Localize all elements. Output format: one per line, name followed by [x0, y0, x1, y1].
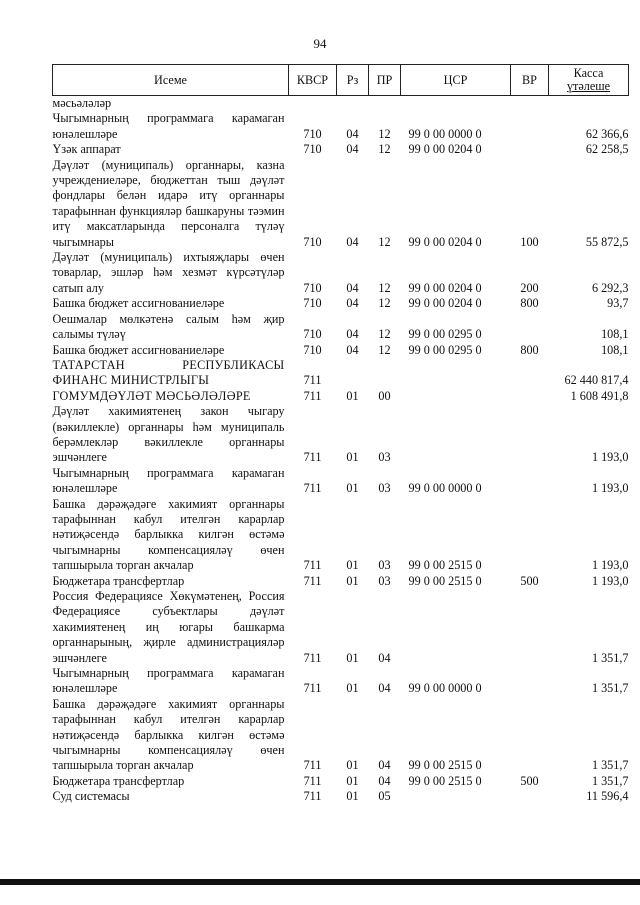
row-rz-cell: 04	[346, 126, 359, 141]
row-vr-cell	[511, 589, 549, 666]
row-csr-cell: 99 0 00 2515 0	[408, 573, 482, 588]
row-kvsr-cell: 711	[303, 650, 322, 665]
row-kvsr-cell: 711	[303, 758, 322, 773]
table-row	[53, 774, 629, 789]
row-name-cell: ГОМУМДӘҮЛӘТ МӘСЬӘЛӘЛӘРЕ	[52, 388, 251, 403]
row-rz-cell: 01	[346, 481, 359, 496]
row-name-cell: Бюджетара трансфертлар	[52, 573, 185, 588]
row-vr-cell	[511, 358, 549, 389]
row-rz-cell: 01	[346, 650, 359, 665]
row-rz-cell: 01	[346, 388, 359, 403]
row-rz-cell: 04	[346, 234, 359, 249]
table-header-row	[53, 65, 629, 96]
row-vr-cell: 500	[520, 573, 539, 588]
table-row	[53, 589, 629, 666]
row-amount-cell: 1 193,0	[591, 450, 629, 465]
row-name-cell: Башка дәрәҗәдәге хакимият органнары тарафыннан кабул ителгән карарлар нәтиҗәсендә барлыкка килгән өстәмә чыгымнарны компенсацияләү өчен тапшырыла торган акчалар	[52, 496, 285, 573]
row-rz-cell: 04	[346, 342, 359, 357]
row-name-cell: Башка бюджет ассигнованиеләре	[52, 296, 225, 311]
row-pr-cell: 12	[378, 280, 391, 295]
row-pr-cell	[369, 358, 401, 389]
row-rz-cell: 01	[346, 681, 359, 696]
table-row	[53, 296, 629, 311]
row-pr-cell: 03	[378, 573, 391, 588]
row-name-cell: Чыгымнарның программага карамаган юнәлешләре	[52, 666, 285, 696]
row-name-cell: Башка дәрәҗәдәге хакимият органнары тарафыннан кабул ителгән карарлар нәтиҗәсендә барлыкка килгән өстәмә чыгымнарны компенсацияләү өчен тапшырыла торган акчалар	[52, 696, 285, 773]
row-name-cell: Бюджетара трансфертлар	[52, 773, 185, 788]
row-pr-cell: 12	[378, 126, 391, 141]
row-vr-cell	[511, 389, 549, 404]
row-amount-cell: 6 292,3	[591, 280, 629, 295]
table-row	[53, 358, 629, 389]
table-row	[53, 466, 629, 497]
row-kvsr-cell: 711	[303, 558, 322, 573]
table-row	[53, 111, 629, 142]
row-csr-cell	[401, 589, 511, 666]
row-vr-cell: 500	[520, 773, 539, 788]
row-amount-cell: 1 351,7	[591, 681, 629, 696]
row-pr-cell: 12	[378, 234, 391, 249]
budget-table-container	[52, 64, 628, 805]
row-vr-cell: 100	[520, 234, 539, 249]
row-csr-cell: 99 0 00 0204 0	[408, 142, 482, 157]
row-pr-cell: 05	[378, 789, 391, 804]
row-kvsr-cell: 710	[303, 296, 322, 311]
row-name-cell: Үзәк аппарат	[52, 142, 121, 157]
row-kvsr-cell: 711	[303, 450, 322, 465]
row-kvsr-cell: 711	[303, 773, 322, 788]
row-pr-cell: 00	[378, 388, 391, 403]
column-header-rz: Рз	[337, 65, 369, 96]
row-amount-cell: 93,7	[607, 296, 629, 311]
row-kvsr-cell: 711	[303, 481, 322, 496]
row-name-cell: Башка бюджет ассигнованиеләре	[52, 342, 225, 357]
column-header-csr: ЦСР	[401, 65, 511, 96]
row-rz-cell: 01	[346, 573, 359, 588]
row-rz-cell	[337, 358, 369, 389]
row-pr-cell: 03	[378, 558, 391, 573]
row-name-cell: мәсьәләләр	[52, 96, 112, 110]
budget-table	[52, 64, 629, 805]
row-pr-cell	[369, 96, 401, 112]
row-kvsr-cell: 711	[303, 789, 322, 804]
row-vr-cell	[511, 142, 549, 157]
row-name-cell: Суд системасы	[52, 789, 130, 804]
row-csr-cell: 99 0 00 2515 0	[408, 558, 482, 573]
row-amount-cell	[549, 96, 629, 112]
row-vr-cell: 200	[520, 280, 539, 295]
row-pr-cell: 12	[378, 296, 391, 311]
row-csr-cell: 99 0 00 0204 0	[408, 296, 482, 311]
row-rz-cell: 04	[346, 142, 359, 157]
row-amount-cell: 55 872,5	[585, 234, 629, 249]
row-vr-cell: 800	[520, 342, 539, 357]
table-row	[53, 666, 629, 697]
row-csr-cell: 99 0 00 0295 0	[408, 327, 482, 342]
row-csr-cell: 99 0 00 0295 0	[408, 342, 482, 357]
table-row	[53, 574, 629, 589]
row-pr-cell: 03	[378, 450, 391, 465]
row-pr-cell: 12	[378, 142, 391, 157]
table-row	[53, 497, 629, 574]
row-kvsr-cell: 711	[303, 573, 322, 588]
table-row	[53, 404, 629, 466]
row-amount-cell: 62 440 817,4	[564, 373, 629, 388]
row-amount-cell: 1 351,7	[591, 773, 629, 788]
row-rz-cell: 04	[346, 296, 359, 311]
row-amount-cell: 1 351,7	[591, 758, 629, 773]
table-row	[53, 343, 629, 358]
row-pr-cell: 04	[378, 758, 391, 773]
row-rz-cell: 01	[346, 450, 359, 465]
kassa-header-line1: Касса	[573, 66, 604, 80]
row-rz-cell: 01	[346, 758, 359, 773]
column-header-kassa	[549, 65, 629, 96]
column-header-pr: ПР	[369, 65, 401, 96]
kassa-header-line2: үтәлеше	[566, 79, 611, 93]
table-row	[53, 697, 629, 774]
table-row	[53, 312, 629, 343]
row-kvsr-cell: 711	[303, 681, 322, 696]
row-name-cell: Дәүләт (муниципаль) органнары, казна учреждениеләре, бюджеттан тыш дәүләт фондлары белән идарә итү органнары тарафыннан функцияләр башкаруны тәэмин итү максатларында персоналга түләү чыгымнары	[52, 157, 285, 249]
row-amount-cell: 108,1	[601, 342, 629, 357]
row-amount-cell: 108,1	[601, 327, 629, 342]
row-amount-cell: 1 351,7	[591, 650, 629, 665]
row-kvsr-cell: 710	[303, 234, 322, 249]
row-pr-cell: 12	[378, 327, 391, 342]
row-rz-cell	[337, 96, 369, 112]
column-header-kvsr: КВСР	[289, 65, 337, 96]
row-csr-cell	[401, 404, 511, 466]
row-amount-cell: 1 193,0	[591, 573, 629, 588]
column-header-vr: ВР	[511, 65, 549, 96]
row-kvsr-cell: 710	[303, 327, 322, 342]
row-vr-cell	[511, 697, 549, 774]
row-vr-cell	[511, 789, 549, 804]
row-amount-cell: 1 608 491,8	[570, 388, 629, 403]
row-csr-cell: 99 0 00 0000 0	[408, 481, 482, 496]
row-rz-cell: 04	[346, 280, 359, 295]
row-amount-cell: 62 258,5	[585, 142, 629, 157]
row-amount-cell: 62 366,6	[585, 126, 629, 141]
row-csr-cell	[401, 789, 511, 804]
row-pr-cell: 04	[378, 773, 391, 788]
row-name-cell: Дәүләт хакимиятенең закон чыгару (вәкиллекле) органнары һәм муниципаль берәмлекләр вәкиллекле органнары эшчәнлеге	[52, 404, 285, 465]
table-row	[53, 158, 629, 250]
table-row	[53, 142, 629, 157]
row-amount-cell: 1 193,0	[591, 481, 629, 496]
row-csr-cell: 99 0 00 2515 0	[408, 773, 482, 788]
row-kvsr-cell: 710	[303, 280, 322, 295]
row-rz-cell: 01	[346, 773, 359, 788]
row-csr-cell: 99 0 00 0000 0	[408, 681, 482, 696]
table-row	[53, 389, 629, 404]
row-kvsr-cell: 710	[303, 126, 322, 141]
row-kvsr-cell: 710	[303, 342, 322, 357]
row-kvsr-cell: 711	[303, 373, 322, 388]
table-body	[53, 96, 629, 805]
row-pr-cell: 12	[378, 342, 391, 357]
row-csr-cell	[401, 358, 511, 389]
row-csr-cell	[401, 96, 511, 112]
table-row	[53, 250, 629, 296]
row-pr-cell: 04	[378, 681, 391, 696]
row-csr-cell: 99 0 00 0000 0	[408, 126, 482, 141]
row-name-cell: Чыгымнарның программага карамаган юнәлешләре	[52, 465, 285, 496]
row-vr-cell	[511, 404, 549, 466]
row-name-cell: Чыгымнарның программага карамаган юнәлешләре	[52, 111, 285, 141]
row-kvsr-cell: 711	[303, 388, 322, 403]
row-pr-cell: 04	[378, 650, 391, 665]
row-name-cell: Дәүләт (муниципаль) ихтыяҗлары өчен товарлар, эшләр һәм хезмәт күрсәтүләр сатып алу	[52, 250, 285, 295]
table-row	[53, 96, 629, 112]
row-name-cell: ТАТАРСТАН РЕСПУБЛИКАСЫ ФИНАНС МИНИСТРЛЫГЫ	[52, 357, 285, 388]
page-number: 94	[313, 36, 327, 51]
row-amount-cell: 11 596,4	[586, 789, 629, 804]
row-csr-cell: 99 0 00 2515 0	[408, 758, 482, 773]
row-amount-cell: 1 193,0	[591, 558, 629, 573]
row-vr-cell	[511, 666, 549, 697]
row-kvsr-cell	[289, 96, 337, 112]
bottom-border-bar	[0, 879, 640, 885]
row-vr-cell	[511, 111, 549, 142]
row-vr-cell	[511, 497, 549, 574]
row-rz-cell: 01	[346, 789, 359, 804]
row-pr-cell: 03	[378, 481, 391, 496]
row-csr-cell	[401, 389, 511, 404]
column-header-name: Исеме	[53, 65, 289, 96]
row-csr-cell: 99 0 00 0204 0	[408, 234, 482, 249]
row-vr-cell	[511, 312, 549, 343]
row-kvsr-cell: 710	[303, 142, 322, 157]
row-rz-cell: 04	[346, 327, 359, 342]
row-name-cell: Оешмалар мөлкәтенә салым һәм җир салымы түләү	[52, 311, 285, 342]
row-name-cell: Россия Федерациясе Хөкүмәтенең, Россия Федерациясе субъектлары дәүләт хакимиятенең иң югары башкарма органнарының, җирле администрацияләр эшчәнлеге	[52, 589, 285, 665]
row-vr-cell: 800	[520, 296, 539, 311]
row-csr-cell: 99 0 00 0204 0	[408, 280, 482, 295]
row-rz-cell: 01	[346, 558, 359, 573]
table-row	[53, 789, 629, 804]
row-vr-cell	[511, 466, 549, 497]
row-vr-cell	[511, 96, 549, 112]
